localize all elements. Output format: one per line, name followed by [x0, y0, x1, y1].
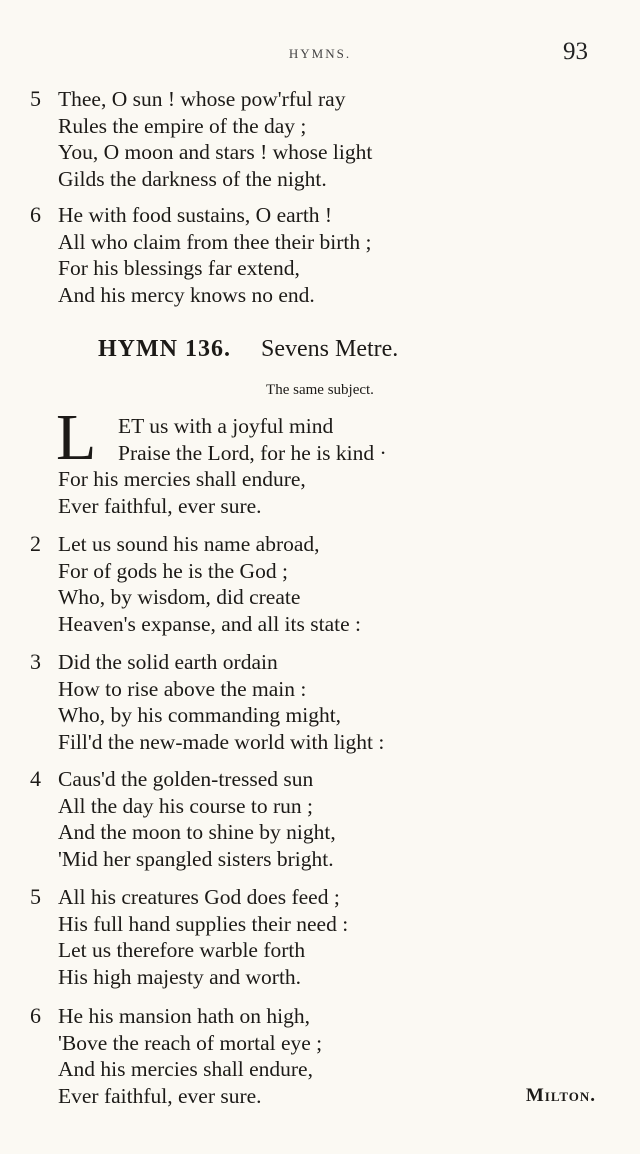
stanza-number: 4 [30, 766, 41, 791]
verse-line: 'Bove the reach of mortal eye ; [58, 1030, 323, 1055]
verse-line: He his mansion hath on high, [58, 1004, 311, 1028]
verse-line: Ever faithful, ever sure. [58, 493, 262, 518]
verse-line: Who, by wisdom, did create [58, 585, 301, 609]
verse-line: His high majesty and worth. [58, 964, 302, 989]
verse-line: For his mercies shall endure, [58, 467, 306, 491]
stanza-number: 6 [30, 1003, 41, 1028]
stanza-1 [0, 413, 640, 519]
verse-line: And his mercy knows no end. [58, 282, 315, 307]
verse-line: Let us sound his name abroad, [58, 532, 320, 556]
verse-line: All the day his course to run ; [58, 793, 313, 818]
verse-line: Thee, O sun ! whose pow'rful ray [58, 87, 346, 111]
stanza-number: 6 [30, 202, 41, 227]
hymn-subtitle: The same subject. [266, 382, 374, 398]
verse-line: For of gods he is the God ; [58, 558, 288, 583]
stanza-number: 5 [30, 884, 41, 909]
verse-line: Did the solid earth ordain [58, 650, 278, 674]
stanza-3 [0, 649, 640, 755]
verse-line: Rules the empire of the day ; [58, 113, 307, 138]
verse-line: And his mercies shall endure, [58, 1057, 313, 1081]
stanza-prev-6 [0, 202, 640, 308]
author-attribution: Milton. [525, 1085, 596, 1106]
page-number: 93 [563, 38, 588, 65]
verse-line: For his blessings far extend, [58, 256, 300, 280]
verse-line: 'Mid her spangled sisters bright. [58, 846, 334, 871]
stanza-number: 3 [30, 649, 41, 674]
verse-line: Let us therefore warble forth [58, 938, 306, 962]
verse-line: His full hand supplies their need : [58, 911, 349, 936]
stanza-4 [0, 766, 640, 872]
verse-line: Who, by his commanding might, [58, 703, 342, 727]
verse-line: And the moon to shine by night, [58, 820, 336, 844]
running-head: HYMNS. [288, 46, 352, 61]
verse-line: All his creatures God does feed ; [58, 885, 340, 909]
verse-line: Fill'd the new-made world with light : [58, 729, 385, 754]
stanza-number: 5 [30, 86, 41, 111]
verse-line: Heaven's expanse, and all its state : [58, 611, 361, 636]
verse-line: ET us with a joyful mind [118, 414, 334, 438]
stanza-2 [0, 531, 640, 637]
verse-line: Caus'd the golden-tressed sun [58, 767, 314, 791]
verse-line: Praise the Lord, for he is kind · [118, 440, 387, 465]
hymn-title: HYMN 136. [98, 336, 231, 362]
verse-line: All who claim from thee their birth ; [58, 229, 372, 254]
hymn-heading [98, 336, 398, 363]
stanza-5 [0, 884, 640, 990]
stanza-prev-5 [0, 86, 640, 192]
verse-line: How to rise above the main : [58, 676, 307, 701]
verse-line: You, O moon and stars ! whose light [58, 140, 373, 164]
verse-line: Gilds the darkness of the night. [58, 166, 327, 191]
hymn-metre: Sevens Metre. [260, 336, 399, 362]
verse-line: He with food sustains, O earth ! [58, 203, 333, 227]
stanza-number: 2 [30, 531, 41, 556]
drop-cap: L [56, 401, 97, 474]
verse-line: Ever faithful, ever sure. [58, 1083, 262, 1108]
